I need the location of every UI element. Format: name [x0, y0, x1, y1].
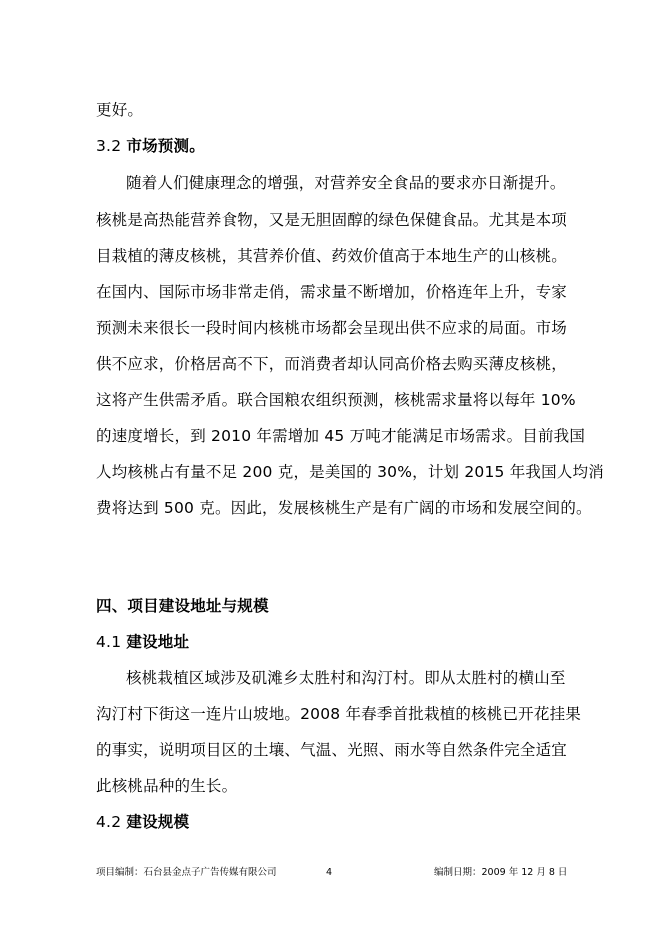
text-line: 核桃栽植区域涉及矶滩乡太胜村和沟汀村。即从太胜村的横山至 — [126, 669, 566, 687]
text-line: 这将产生供需矛盾。联合国粮农组织预测，核桃需求量将以每年 10% — [96, 391, 576, 409]
section-heading-4-1 — [96, 632, 189, 652]
section-number: 3.2 — [96, 137, 127, 155]
text-line: 核桃是高热能营养食物，又是无胆固醇的绿色保健食品。尤其是本项 — [96, 211, 568, 229]
section-number: 4.1 — [96, 633, 127, 651]
text-line: 在国内、国际市场非常走俏，需求量不断增加，价格连年上升，专家 — [96, 283, 568, 301]
footer-page-number: 4 — [326, 867, 333, 878]
section-title: 建设规模 — [126, 813, 190, 831]
text-line: 沟汀村下街这一连片山坡地。2008 年春季首批栽植的核桃已开花挂果 — [96, 705, 581, 723]
footer-compiler: 项目编制：石台县金点子广告传媒有限公司 — [96, 867, 277, 878]
section-number: 4.2 — [96, 813, 127, 831]
text-line: 费将达到 500 克。因此，发展核桃生产是有广阔的市场和发展空间的。 — [96, 499, 592, 517]
text-line: 此核桃品种的生长。 — [96, 777, 238, 795]
section-heading-3-2 — [96, 136, 205, 156]
text-line: 人均核桃占有量不足 200 克，是美国的 30%，计划 2015 年我国人均消 — [96, 463, 604, 481]
chapter-heading-4: 四、项目建设地址与规模 — [96, 597, 269, 615]
text-line: 随着人们健康理念的增强，对营养安全食品的要求亦日渐提升。 — [126, 174, 566, 192]
text-line: 预测未来很长一段时间内核桃市场都会呈现出供不应求的局面。市场 — [96, 319, 568, 337]
section-title: 建设地址 — [126, 633, 190, 651]
text-line: 目栽植的薄皮核桃，其营养价值、药效价值高于本地生产的山核桃。 — [96, 247, 568, 265]
paragraph-tail: 更好。 — [96, 101, 144, 119]
section-title: 市场预测。 — [126, 137, 205, 155]
text-line: 的事实，说明项目区的土壤、气温、光照、雨水等自然条件完全适宜 — [96, 741, 568, 759]
text-line: 供不应求，价格居高不下，而消费者却认同高价格去购买薄皮核桃， — [96, 355, 568, 373]
footer-date: 编制日期：2009 年 12 月 8 日 — [434, 867, 568, 878]
section-heading-4-2 — [96, 812, 189, 832]
text-line: 的速度增长，到 2010 年需增加 45 万吨才能满足市场需求。目前我国 — [96, 427, 586, 445]
